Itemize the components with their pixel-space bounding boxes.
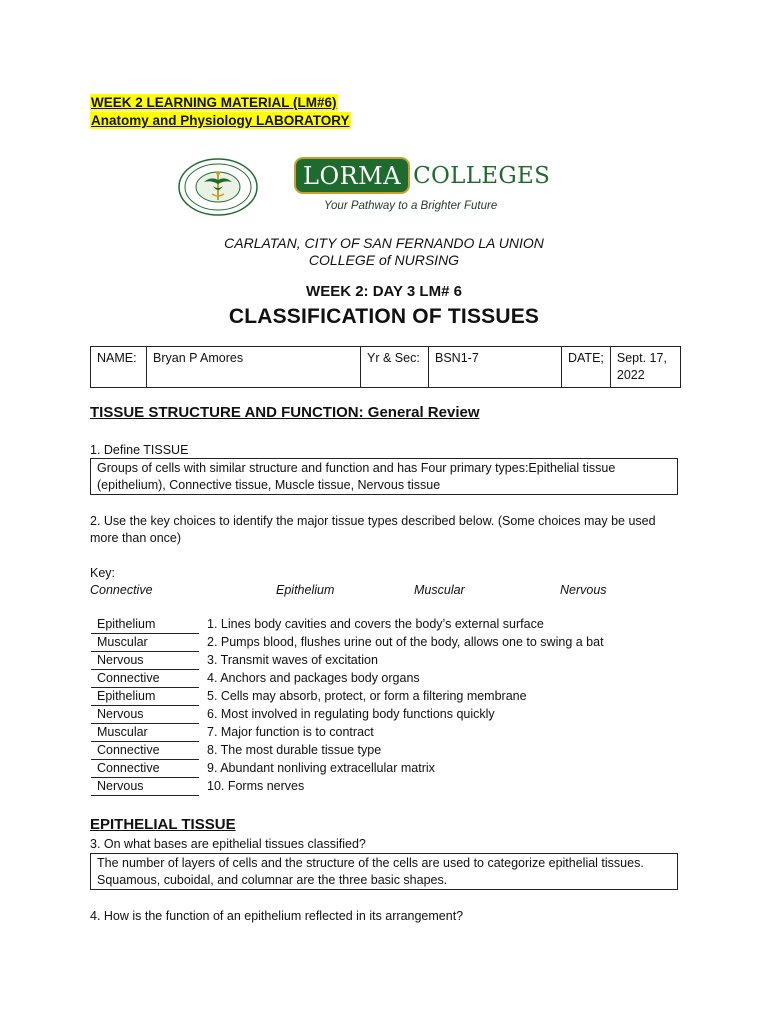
answer-box-1: Groups of cells with similar structure and function and has Four primary types:Epithelial tissue (epithelium), Connective tissue, Muscle tissue, Nervous tissue <box>90 458 678 495</box>
key-choice-nervous: Nervous <box>560 583 607 597</box>
answer-blank: Connective <box>91 669 199 688</box>
item-description: 10. Forms nerves <box>207 779 305 793</box>
answer-blank: Connective <box>91 741 199 760</box>
key-choice-muscular: Muscular <box>414 583 465 597</box>
answer-blank: Nervous <box>91 705 199 724</box>
answer-blank: Epithelium <box>91 615 199 634</box>
item-description: 3. Transmit waves of excitation <box>207 653 378 667</box>
question-3: 3. On what bases are epithelial tissues classified? <box>90 837 366 851</box>
address-line-1: CARLATAN, CITY OF SAN FERNANDO LA UNION <box>224 235 544 251</box>
lorma-colleges-logo <box>294 157 550 212</box>
header-line-1: WEEK 2 LEARNING MATERIAL (LM#6) <box>91 95 337 110</box>
item-description: 5. Cells may absorb, protect, or form a filtering membrane <box>207 689 527 703</box>
list-item <box>91 741 691 759</box>
answer-blank: Connective <box>91 759 199 778</box>
item-description: 2. Pumps blood, flushes urine out of the body, allows one to swing a bat <box>207 635 604 649</box>
list-item <box>91 669 691 687</box>
address-line-2: COLLEGE of NURSING <box>308 252 460 268</box>
name-value: Bryan P Amores <box>147 347 361 388</box>
list-item <box>91 687 691 705</box>
answer-box-3: The number of layers of cells and the structure of the cells are used to categorize epithelial tissues. Squamous, cuboidal, and columnar are the three basic shapes. <box>90 853 678 890</box>
item-description: 4. Anchors and packages body organs <box>207 671 420 685</box>
yr-sec-label: Yr & Sec: <box>361 347 429 388</box>
week-heading: WEEK 2: DAY 3 LM# 6 <box>306 283 462 300</box>
question-4: 4. How is the function of an epithelium reflected in its arrangement? <box>90 909 464 923</box>
list-item <box>91 633 691 651</box>
list-item <box>91 705 691 723</box>
answer-blank: Epithelium <box>91 687 199 706</box>
name-label: NAME: <box>91 347 147 388</box>
list-item <box>91 615 691 633</box>
yr-sec-value: BSN1-7 <box>429 347 562 388</box>
key-label: Key: <box>90 566 116 580</box>
key-choice-epithelium: Epithelium <box>276 583 335 597</box>
question-1: 1. Define TISSUE <box>90 443 189 457</box>
logo-brand-box: LORMA <box>294 157 410 194</box>
header-line-2: Anatomy and Physiology LABORATORY <box>91 113 350 128</box>
item-description: 7. Major function is to contract <box>207 725 374 739</box>
answer-blank: Nervous <box>91 651 199 670</box>
section-title-general-review: TISSUE STRUCTURE AND FUNCTION: General Review <box>90 404 480 421</box>
answer-blank: Muscular <box>91 723 199 742</box>
list-item <box>91 777 691 795</box>
logo-brand-rest: COLLEGES <box>413 162 551 189</box>
answer-blank: Nervous <box>91 777 199 796</box>
student-info-table <box>90 346 681 388</box>
doc-title: CLASSIFICATION OF TISSUES <box>228 305 540 328</box>
header-block <box>90 94 351 130</box>
item-description: 1. Lines body cavities and covers the body’s external surface <box>207 617 544 631</box>
item-description: 8. The most durable tissue type <box>207 743 382 757</box>
section-title-epithelial-tissue: EPITHELIAL TISSUE <box>90 816 236 833</box>
date-value: Sept. 17, 2022 <box>610 347 680 388</box>
question-2: 2. Use the key choices to identify the major tissue types described below. (Some choices may be used more than once) <box>90 514 656 545</box>
answer-blank: Muscular <box>91 633 199 652</box>
item-description: 9. Abundant nonliving extracellular matrix <box>207 761 435 775</box>
list-item <box>91 651 691 669</box>
key-choice-connective: Connective <box>90 583 153 597</box>
nursing-seal-logo <box>178 158 258 216</box>
list-item <box>91 759 691 777</box>
logo-tagline: Your Pathway to a Brighter Future <box>324 200 498 212</box>
matching-list <box>91 615 691 795</box>
item-description: 6. Most involved in regulating body functions quickly <box>207 707 495 721</box>
date-label: DATE; <box>562 347 611 388</box>
list-item <box>91 723 691 741</box>
